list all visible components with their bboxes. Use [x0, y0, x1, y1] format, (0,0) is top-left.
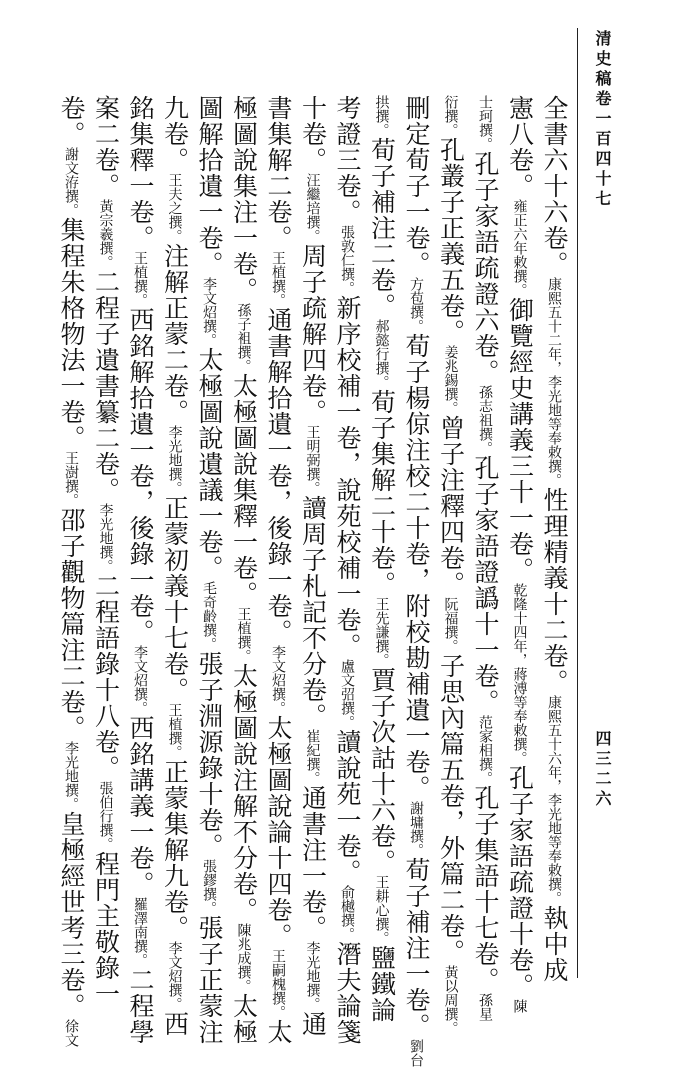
- main-text: 二程語錄十八卷。: [91, 573, 121, 781]
- main-text: 讀周子札記不分卷。: [298, 495, 328, 729]
- text-column: [433, 95, 469, 1035]
- annotation-note: 王植撰。: [132, 251, 148, 307]
- annotation-note: 孫星: [477, 993, 493, 1021]
- annotation-note: 謝墉撰。: [408, 801, 424, 857]
- annotation-note: 王植撰。: [235, 607, 252, 663]
- main-text: 鹽鐵論: [367, 945, 397, 1023]
- annotation-note: 黃宗羲撰。: [97, 199, 114, 269]
- main-text: 全書六十六卷。: [540, 95, 569, 277]
- main-text: 通: [298, 1011, 328, 1037]
- main-text: 通書注一卷。: [298, 785, 328, 941]
- main-text: 太極圖說注解不分卷。: [229, 663, 259, 923]
- annotation-note: 王先謙撰。: [373, 597, 390, 667]
- main-text: 皇極經世考三卷。: [57, 811, 86, 1019]
- annotation-note: 李文炤撰。: [132, 645, 148, 715]
- annotation-note: 王澍撰。: [63, 451, 79, 507]
- main-text: 太極圖說遺議一卷。: [195, 347, 224, 581]
- annotation-note: 方苞撰。: [408, 277, 424, 333]
- annotation-note: 崔紀撰。: [304, 729, 321, 785]
- page-number: 四三二六: [593, 730, 612, 810]
- text-column: [191, 95, 227, 1045]
- main-text: 十卷。: [298, 95, 328, 173]
- annotation-note: 謝文洊撰。: [63, 147, 79, 217]
- main-text: 孔叢子正義五卷。: [436, 137, 466, 345]
- text-column: [536, 95, 572, 983]
- annotation-note: 王植撰。: [166, 703, 183, 759]
- annotation-note: 張鏐撰。: [201, 859, 217, 915]
- running-head-title: 清史稿卷一百四十七: [593, 30, 612, 210]
- annotation-note: 王夫之撰。: [166, 173, 183, 243]
- main-text: 性理精義十二卷。: [540, 487, 569, 695]
- main-text: 銘集釋一卷。: [126, 95, 155, 251]
- annotation-note: 王植撰。: [270, 251, 286, 307]
- main-text: 荀子集解二十卷。: [367, 389, 397, 597]
- annotation-note: 李文炤撰。: [270, 645, 286, 715]
- main-text: 正蒙初義十七卷。: [160, 495, 190, 703]
- main-text: 卷。: [57, 95, 86, 147]
- annotation-note: 李光地撰。: [166, 425, 183, 495]
- main-text: 子思內篇五卷，外篇二卷。: [436, 653, 466, 965]
- annotation-note: 王嗣槐撰。: [270, 949, 286, 1019]
- main-text: 御覽經史講義三十一卷。: [505, 297, 535, 583]
- text-column: [329, 95, 365, 1045]
- main-text: 孔子家語疏證十卷。: [505, 765, 535, 999]
- main-text: 讀說苑一卷。: [333, 729, 362, 885]
- annotation-note: 孫子袓撰。: [235, 303, 252, 373]
- annotation-note: 李光地撰。: [63, 741, 79, 811]
- annotation-note: 張敦仁撰。: [339, 225, 355, 295]
- main-text: 太極: [229, 993, 259, 1045]
- annotation-note: 范家相撰。: [477, 715, 493, 785]
- annotation-note: 張伯行撰。: [97, 781, 114, 851]
- annotation-note: 康熙五十六年，李光地等奉敕撰。: [546, 695, 562, 905]
- main-text: 案二卷。: [91, 95, 121, 199]
- text-column: [260, 95, 296, 1045]
- main-text: 二程學: [126, 967, 155, 1045]
- annotation-note: 徐文: [63, 1019, 79, 1047]
- annotation-note: 拱撰。: [373, 95, 390, 137]
- annotation-note: 俞樾撰。: [339, 885, 355, 941]
- annotation-note: 阮福撰。: [442, 597, 459, 653]
- main-text: 憲八卷。: [505, 95, 535, 199]
- main-text: 程門主敬錄一: [91, 851, 121, 1007]
- main-text: 賈子次詁十六卷。: [367, 667, 397, 875]
- annotation-note: 士珂撰。: [477, 95, 493, 151]
- text-column: [364, 95, 400, 1023]
- main-text: 新序校補一卷，說苑校補一卷。: [333, 295, 362, 659]
- text-column: [295, 95, 331, 1037]
- main-text: 周子疏解四卷。: [298, 243, 328, 425]
- annotation-note: 李光地撰。: [304, 941, 321, 1011]
- annotation-note: 毛奇齡撰。: [201, 581, 217, 651]
- main-text: 太極圖說論十四卷。: [264, 715, 293, 949]
- annotation-note: 李文炤撰。: [201, 277, 217, 347]
- main-text: 張子淵源錄十卷。: [195, 651, 224, 859]
- annotation-note: 陳: [511, 999, 528, 1013]
- annotation-note: 康熙五十二年，李光地等奉敕撰。: [546, 277, 562, 487]
- main-text: 孔子家語疏證六卷。: [471, 151, 500, 385]
- main-text: 孔子家語證譌十一卷。: [471, 455, 500, 715]
- text-column: [467, 95, 503, 1021]
- main-text: 潛夫論箋: [333, 941, 362, 1045]
- annotation-note: 乾隆十四年，蔣溥等奉敕撰。: [511, 583, 528, 765]
- text-column: [226, 95, 262, 1045]
- main-text: 太極圖說集釋一卷。: [229, 373, 259, 607]
- main-text: 曾子注釋四卷。: [436, 415, 466, 597]
- text-column: [88, 95, 124, 1007]
- main-text: 西銘解拾遺一卷，後錄一卷。: [126, 307, 155, 645]
- annotation-note: 李光地撰。: [97, 503, 114, 573]
- text-column: [502, 95, 538, 1013]
- main-text: 邵子觀物篇注二卷。: [57, 507, 86, 741]
- annotation-note: 雍正六年敕撰。: [511, 199, 528, 297]
- annotation-note: 陳兆成撰。: [235, 923, 252, 993]
- main-text: 西: [160, 1011, 190, 1037]
- main-text: 刪定荀子一卷。: [402, 95, 431, 277]
- annotation-note: 姜兆錫撰。: [442, 345, 459, 415]
- main-text: 集程朱格物法一卷。: [57, 217, 86, 451]
- main-text: 太: [264, 1019, 293, 1045]
- annotation-note: 汪繼培撰。: [304, 173, 321, 243]
- annotation-note: 孫志祖撰。: [477, 385, 493, 455]
- text-column: [157, 95, 193, 1037]
- main-text: 九卷。: [160, 95, 190, 173]
- main-text: 書集解二卷。: [264, 95, 293, 251]
- main-text: 西銘講義一卷。: [126, 715, 155, 897]
- main-text: 圖解拾遺一卷。: [195, 95, 224, 277]
- annotation-note: 劉台: [408, 1039, 424, 1067]
- main-text: 正蒙集解九卷。: [160, 759, 190, 941]
- main-text: 執中成: [540, 905, 569, 983]
- annotation-note: 黃以周撰。: [442, 965, 459, 1035]
- annotation-note: 王耕心撰。: [373, 875, 390, 945]
- main-text: 通書解拾遺一卷，後錄一卷。: [264, 307, 293, 645]
- text-column: [53, 95, 89, 1047]
- text-column: [122, 95, 158, 1045]
- main-text: 考證三卷。: [333, 95, 362, 225]
- header-rule: [577, 28, 578, 978]
- text-column: [398, 95, 434, 1067]
- main-text: 二程子遺書纂二卷。: [91, 269, 121, 503]
- main-text: 荀子補注一卷。: [402, 857, 431, 1039]
- main-text: 荀子補注二卷。: [367, 137, 397, 319]
- main-text: 荀子楊倞注校二十卷，附校勘補遺一卷。: [402, 333, 431, 801]
- annotation-note: 李文炤撰。: [166, 941, 183, 1011]
- annotation-note: 衍撰。: [442, 95, 459, 137]
- annotation-note: 王明弼撰。: [304, 425, 321, 495]
- annotation-note: 郝懿行撰。: [373, 319, 390, 389]
- main-text: 孔子集語十七卷。: [471, 785, 500, 993]
- main-text: 極圖說集注一卷。: [229, 95, 259, 303]
- main-text: 張子正蒙注: [195, 915, 224, 1045]
- main-text: 注解正蒙二卷。: [160, 243, 190, 425]
- annotation-note: 盧文弨撰。: [339, 659, 355, 729]
- annotation-note: 羅澤南撰。: [132, 897, 148, 967]
